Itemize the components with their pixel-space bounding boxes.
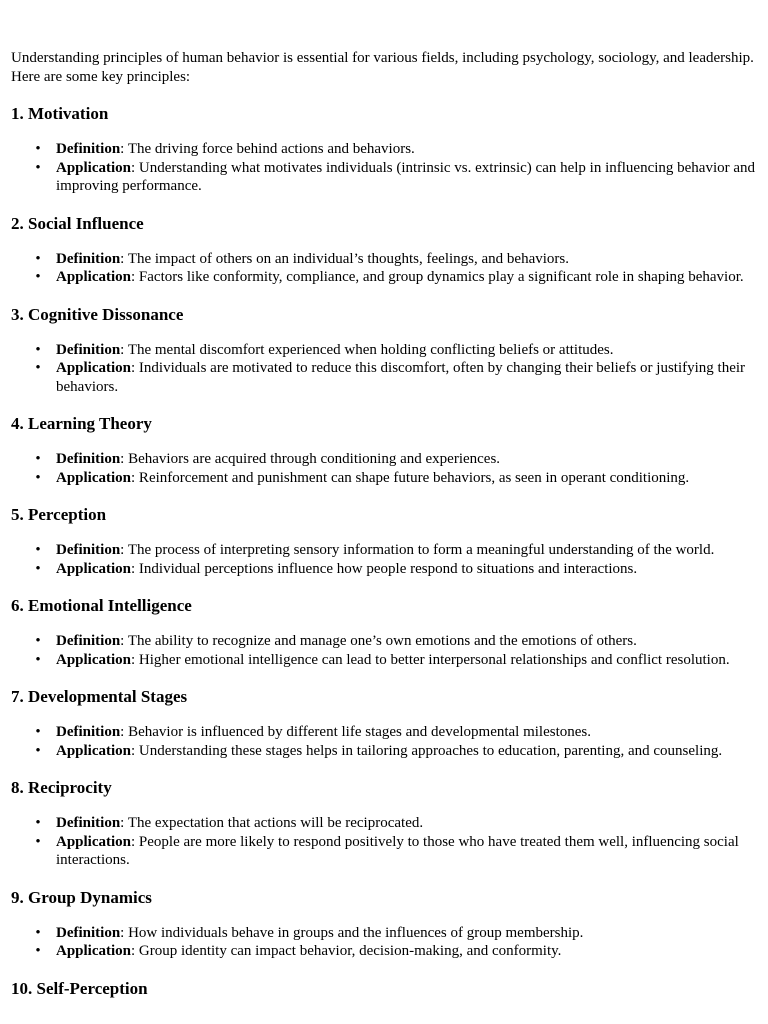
bullet-icon: • xyxy=(35,742,41,759)
list-item xyxy=(35,742,757,761)
item-term: Definition xyxy=(56,815,121,831)
list-item xyxy=(35,723,757,742)
section-heading: 2. Social Influence xyxy=(11,213,144,233)
item-text: : Individual perceptions influence how people respond to situations and interactions. xyxy=(131,560,638,577)
principles-list xyxy=(11,104,757,999)
bullet-icon: • xyxy=(35,724,41,740)
item-text: : Behaviors are acquired through conditioning and experiences. xyxy=(120,451,501,467)
bullet-list xyxy=(11,140,757,196)
list-item xyxy=(35,450,757,469)
bullet-icon: • xyxy=(35,451,41,467)
list-item xyxy=(35,833,757,870)
item-text: : The driving force behind actions and behaviors. xyxy=(120,141,415,157)
item-text: : Understanding what motivates individuals (intrinsic vs. extrinsic) can help in influencing behavior and improving performance. xyxy=(56,159,756,194)
principle-section xyxy=(11,505,757,578)
item-term: Definition xyxy=(56,924,121,941)
section-heading: 3. Cognitive Dissonance xyxy=(11,304,184,324)
principle-section xyxy=(11,104,757,196)
principle-section xyxy=(11,596,757,669)
list-item xyxy=(35,651,757,670)
bullet-list xyxy=(11,814,757,870)
list-item xyxy=(35,560,757,579)
bullet-icon: • xyxy=(35,651,41,668)
section-heading: 9. Group Dynamics xyxy=(11,887,152,907)
bullet-list xyxy=(11,632,757,669)
item-text: : Higher emotional intelligence can lead to better interpersonal relationships and conflict resolution. xyxy=(131,651,730,668)
section-heading: 10. Self-Perception xyxy=(11,978,148,998)
bullet-icon: • xyxy=(35,141,41,157)
section-heading: 4. Learning Theory xyxy=(11,414,152,433)
bullet-icon: • xyxy=(35,159,41,176)
item-text: : The impact of others on an individual’s thoughts, feelings, and behaviors. xyxy=(120,250,569,267)
bullet-list xyxy=(11,541,757,578)
bullet-list xyxy=(11,250,757,287)
item-term: Definition xyxy=(56,633,121,649)
item-term: Definition xyxy=(56,451,121,467)
item-text: : The ability to recognize and manage one’s own emotions and the emotions of others. xyxy=(120,633,637,649)
bullet-icon: • xyxy=(35,360,41,376)
section-heading: 5. Perception xyxy=(11,505,107,524)
list-item xyxy=(35,359,757,396)
item-term: Application xyxy=(56,943,132,959)
bullet-icon: • xyxy=(35,269,41,285)
item-term: Application xyxy=(56,360,132,376)
bullet-icon: • xyxy=(35,469,41,486)
list-item xyxy=(35,469,757,488)
principle-section xyxy=(11,888,757,961)
section-heading: 1. Motivation xyxy=(11,104,109,123)
principle-section xyxy=(11,979,757,999)
list-item xyxy=(35,814,757,833)
list-item xyxy=(35,924,757,943)
list-item xyxy=(35,942,757,961)
item-term: Application xyxy=(56,742,132,759)
item-text: : How individuals behave in groups and the influences of group membership. xyxy=(120,924,584,941)
bullet-icon: • xyxy=(35,924,41,941)
item-term: Application xyxy=(56,833,132,850)
principle-section xyxy=(11,687,757,760)
item-text: : Group identity can impact behavior, decision-making, and conformity. xyxy=(131,943,562,959)
section-heading: 8. Reciprocity xyxy=(11,778,112,797)
item-text: : The expectation that actions will be reciprocated. xyxy=(120,815,424,831)
list-item xyxy=(35,250,757,269)
principle-section xyxy=(11,414,757,487)
bullet-icon: • xyxy=(35,815,41,831)
bullet-icon: • xyxy=(35,542,41,558)
bullet-list xyxy=(11,723,757,760)
list-item xyxy=(35,268,757,287)
item-term: Application xyxy=(56,560,132,577)
item-term: Definition xyxy=(56,341,121,358)
list-item xyxy=(35,159,757,196)
item-text: : The mental discomfort experienced when holding conflicting beliefs or attitudes. xyxy=(120,341,614,358)
item-text: : The process of interpreting sensory information to form a meaningful understanding of the world. xyxy=(120,542,715,558)
bullet-icon: • xyxy=(35,560,41,577)
item-term: Application xyxy=(56,469,132,486)
item-term: Application xyxy=(56,269,132,285)
bullet-icon: • xyxy=(35,833,41,850)
item-text: : Reinforcement and punishment can shape future behaviors, as seen in operant conditioning. xyxy=(131,469,690,486)
list-item xyxy=(35,140,757,159)
bullet-list xyxy=(11,341,757,397)
bullet-icon: • xyxy=(35,250,41,267)
bullet-list xyxy=(11,450,757,487)
bullet-icon: • xyxy=(35,633,41,649)
section-heading: 6. Emotional Intelligence xyxy=(11,596,192,615)
item-term: Definition xyxy=(56,250,121,267)
list-item xyxy=(35,341,757,360)
item-text: : Factors like conformity, compliance, and group dynamics play a significant role in shaping behavior. xyxy=(131,269,744,285)
item-term: Application xyxy=(56,159,132,176)
principle-section xyxy=(11,305,757,397)
list-item xyxy=(35,541,757,560)
item-term: Definition xyxy=(56,724,121,740)
principle-section xyxy=(11,778,757,870)
intro-paragraph: Understanding principles of human behavior is essential for various fields, including psychology, sociology, and leadership. Here are some key principles: xyxy=(11,50,754,85)
item-term: Definition xyxy=(56,141,121,157)
item-term: Definition xyxy=(56,542,121,558)
item-term: Application xyxy=(56,651,132,668)
bullet-icon: • xyxy=(35,341,41,358)
item-text: : Understanding these stages helps in tailoring approaches to education, parenting, and counseling. xyxy=(131,742,723,759)
item-text: : People are more likely to respond positively to those who have treated them well, influencing social interactions. xyxy=(56,833,739,868)
section-heading: 7. Developmental Stages xyxy=(11,687,188,706)
bullet-list xyxy=(11,924,757,961)
item-text: : Individuals are motivated to reduce this discomfort, often by changing their beliefs or justifying their behaviors. xyxy=(56,360,746,395)
item-text: : Behavior is influenced by different life stages and developmental milestones. xyxy=(120,724,592,740)
list-item xyxy=(35,632,757,651)
principle-section xyxy=(11,214,757,287)
bullet-icon: • xyxy=(35,943,41,959)
